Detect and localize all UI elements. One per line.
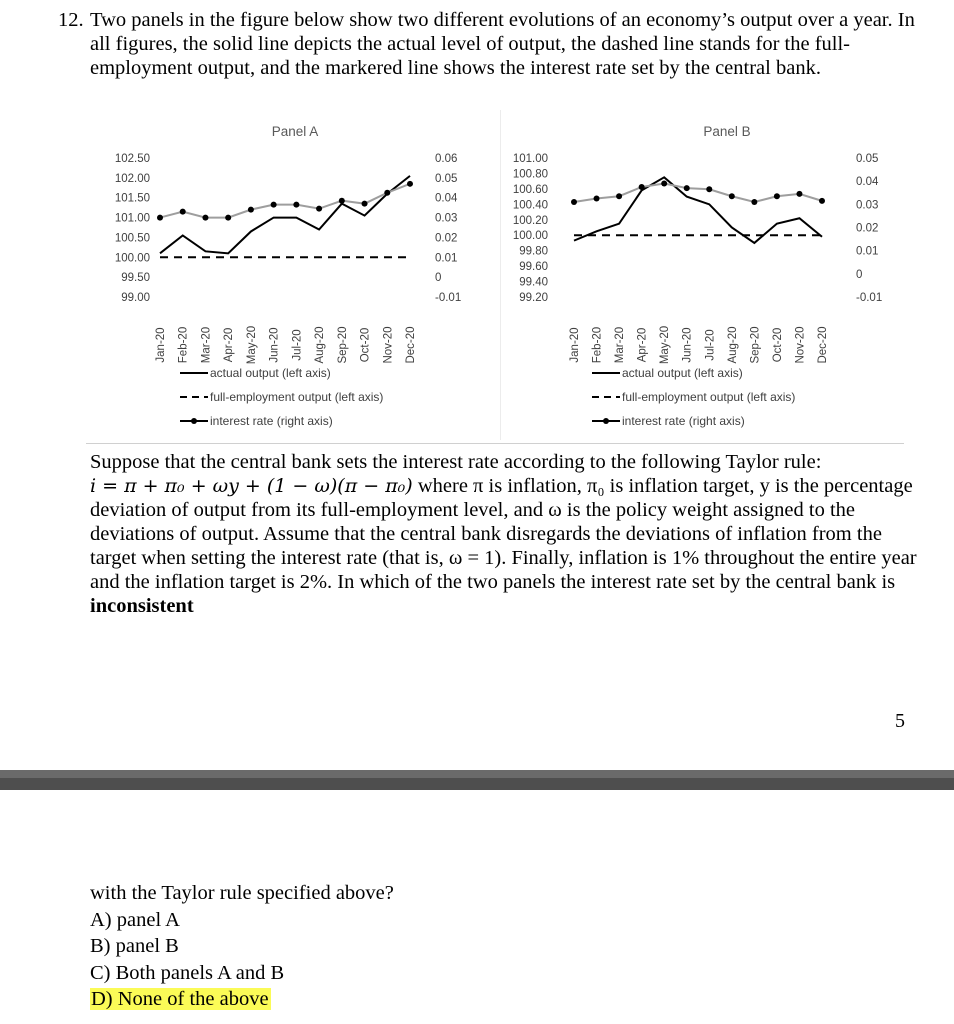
category-label: Feb-20 bbox=[177, 326, 190, 364]
legend-marker-dot bbox=[603, 418, 609, 424]
legend-label: full-employment output (left axis) bbox=[622, 390, 796, 404]
actual-output-line bbox=[574, 177, 822, 243]
interest-rate-marker bbox=[339, 198, 345, 204]
interest-rate-marker bbox=[684, 185, 690, 191]
page-number: 5 bbox=[895, 710, 905, 732]
right-tick-label: 0 bbox=[435, 272, 442, 285]
right-tick-label: -0.01 bbox=[435, 292, 462, 304]
right-tick-label: 0.06 bbox=[435, 153, 458, 165]
left-tick-label: 102.50 bbox=[114, 153, 150, 165]
category-label: Dec-20 bbox=[405, 326, 417, 364]
interest-rate-marker bbox=[157, 215, 163, 221]
category-label: Jun-20 bbox=[268, 327, 281, 363]
legend-label: full-employment output (left axis) bbox=[210, 390, 384, 404]
panel-b-chart bbox=[500, 110, 920, 440]
option-a[interactable]: A) panel A bbox=[90, 908, 180, 931]
question-text bbox=[58, 8, 918, 80]
category-label: Jan-20 bbox=[155, 327, 167, 363]
interest-rate-marker bbox=[271, 202, 277, 208]
right-tick-label: 0 bbox=[856, 268, 863, 281]
category-label: Oct-20 bbox=[359, 327, 372, 363]
option-b[interactable]: B) panel B bbox=[90, 935, 179, 957]
left-tick-label: 100.00 bbox=[512, 230, 548, 243]
interest-rate-marker bbox=[384, 190, 390, 196]
interest-rate-marker bbox=[180, 209, 186, 215]
category-label: Nov-20 bbox=[382, 326, 395, 364]
right-tick-label: 0.03 bbox=[856, 199, 879, 212]
interest-rate-marker bbox=[248, 207, 254, 213]
interest-rate-marker bbox=[706, 186, 712, 192]
left-tick-label: 100.50 bbox=[114, 232, 150, 245]
option-d[interactable] bbox=[90, 986, 394, 1013]
interest-rate-marker bbox=[661, 180, 667, 186]
category-label: Jul-20 bbox=[704, 329, 717, 361]
interest-rate-line bbox=[574, 183, 822, 202]
interest-rate-marker bbox=[639, 184, 645, 190]
interest-rate-marker bbox=[362, 201, 368, 207]
left-tick-label: 100.20 bbox=[512, 214, 548, 227]
left-tick-label: 100.00 bbox=[114, 252, 150, 265]
left-tick-label: 100.80 bbox=[512, 168, 548, 181]
category-label: Aug-20 bbox=[314, 326, 327, 364]
interest-rate-marker bbox=[225, 215, 231, 221]
question-continuation: with the Taylor rule specified above? bbox=[90, 882, 394, 904]
question-body: Two panels in the figure below show two different evolutions of an economy’s output over a year. In all figures, the solid line depicts the actual level of output, the dashed line stands for the full-employment output, and the markered line shows the interest rate set by the central bank. bbox=[90, 9, 915, 79]
taylor-formula: i = π + π₀ + ωy + (1 − ω)(π − π₀) bbox=[90, 475, 413, 497]
panel-b bbox=[500, 110, 920, 445]
category-label: Feb-20 bbox=[591, 326, 604, 364]
category-label: Sep-20 bbox=[336, 326, 349, 364]
interest-rate-marker bbox=[293, 202, 299, 208]
answer-block bbox=[90, 880, 394, 1013]
taylor-intro: Suppose that the central bank sets the interest rate according to the following Taylor rule: bbox=[90, 451, 822, 473]
category-label: May-20 bbox=[245, 325, 258, 365]
left-tick-label: 99.80 bbox=[519, 245, 548, 258]
right-tick-label: 0.04 bbox=[435, 192, 458, 205]
left-tick-label: 100.60 bbox=[512, 183, 548, 196]
interest-rate-marker bbox=[316, 206, 322, 212]
right-tick-label: 0.04 bbox=[856, 176, 879, 189]
category-label: Apr-20 bbox=[223, 327, 236, 363]
panel-a-chart bbox=[80, 110, 500, 440]
interest-rate-marker bbox=[729, 193, 735, 199]
chart-title: Panel A bbox=[271, 124, 319, 139]
category-label: Apr-20 bbox=[636, 327, 649, 363]
right-tick-label: -0.01 bbox=[856, 292, 883, 304]
right-tick-label: 0.02 bbox=[435, 232, 458, 245]
legend-marker-dot bbox=[191, 418, 197, 424]
left-tick-label: 99.40 bbox=[519, 276, 548, 289]
legend-label: actual output (left axis) bbox=[210, 366, 331, 380]
interest-rate-marker bbox=[202, 215, 208, 221]
option-d-highlight: D) None of the above bbox=[91, 988, 269, 1010]
page-divider bbox=[0, 770, 954, 790]
interest-rate-marker bbox=[616, 193, 622, 199]
taylor-statement bbox=[90, 474, 920, 618]
interest-rate-marker bbox=[796, 191, 802, 197]
interest-rate-marker bbox=[594, 196, 600, 202]
category-label: Jan-20 bbox=[569, 327, 581, 363]
interest-rate-marker bbox=[819, 198, 825, 204]
interest-rate-marker bbox=[774, 193, 780, 199]
interest-rate-marker bbox=[407, 181, 413, 187]
category-label: May-20 bbox=[659, 325, 672, 365]
figure-separator bbox=[86, 443, 904, 444]
category-label: Dec-20 bbox=[817, 326, 829, 364]
category-label: Mar-20 bbox=[614, 326, 627, 364]
chart-title: Panel B bbox=[703, 124, 751, 139]
category-label: Sep-20 bbox=[749, 326, 762, 364]
left-tick-label: 99.60 bbox=[519, 261, 548, 274]
right-tick-label: 0.02 bbox=[856, 222, 879, 235]
right-tick-label: 0.05 bbox=[856, 153, 879, 165]
legend-label: interest rate (right axis) bbox=[210, 414, 333, 428]
left-tick-label: 99.50 bbox=[121, 272, 150, 285]
taylor-rule-paragraph bbox=[90, 450, 920, 618]
taylor-bold-word: inconsistent bbox=[90, 595, 194, 617]
interest-rate-line bbox=[160, 184, 410, 218]
interest-rate-marker bbox=[751, 199, 757, 205]
right-tick-label: 0.03 bbox=[435, 212, 458, 225]
question-number: 12. bbox=[58, 9, 84, 31]
legend-label: interest rate (right axis) bbox=[622, 414, 745, 428]
category-label: Jul-20 bbox=[291, 329, 304, 361]
left-tick-label: 99.20 bbox=[519, 292, 548, 304]
interest-rate-marker bbox=[571, 199, 577, 205]
category-label: Oct-20 bbox=[771, 327, 784, 363]
left-tick-label: 102.00 bbox=[114, 172, 150, 185]
left-tick-label: 99.00 bbox=[121, 292, 150, 304]
left-tick-label: 101.50 bbox=[114, 192, 150, 205]
taylor-text: where π is inflation, π₀ is inflation target, y is the percentage deviation of output from its full-employment level, and ω is the policy weight assigned to the deviations of output. Assume that the central bank disregards the deviations of inflation from the target when setting the interest rate (that is, ω = 1). Finally, inflation is 1% throughout the entire year and the inflation target is 2%. In which of the two panels the interest rate set by the central bank is bbox=[90, 475, 917, 593]
option-c[interactable]: C) Both panels A and B bbox=[90, 961, 285, 984]
legend-label: actual output (left axis) bbox=[622, 366, 743, 380]
category-label: Mar-20 bbox=[200, 326, 213, 364]
right-tick-label: 0.01 bbox=[856, 245, 879, 258]
right-tick-label: 0.05 bbox=[435, 172, 458, 185]
category-label: Aug-20 bbox=[726, 326, 739, 364]
category-label: Nov-20 bbox=[794, 326, 807, 364]
panel-a bbox=[80, 110, 500, 445]
left-tick-label: 101.00 bbox=[512, 153, 548, 165]
category-label: Jun-20 bbox=[681, 327, 694, 363]
left-tick-label: 101.00 bbox=[114, 212, 150, 225]
right-tick-label: 0.01 bbox=[435, 252, 458, 265]
left-tick-label: 100.40 bbox=[512, 199, 548, 212]
